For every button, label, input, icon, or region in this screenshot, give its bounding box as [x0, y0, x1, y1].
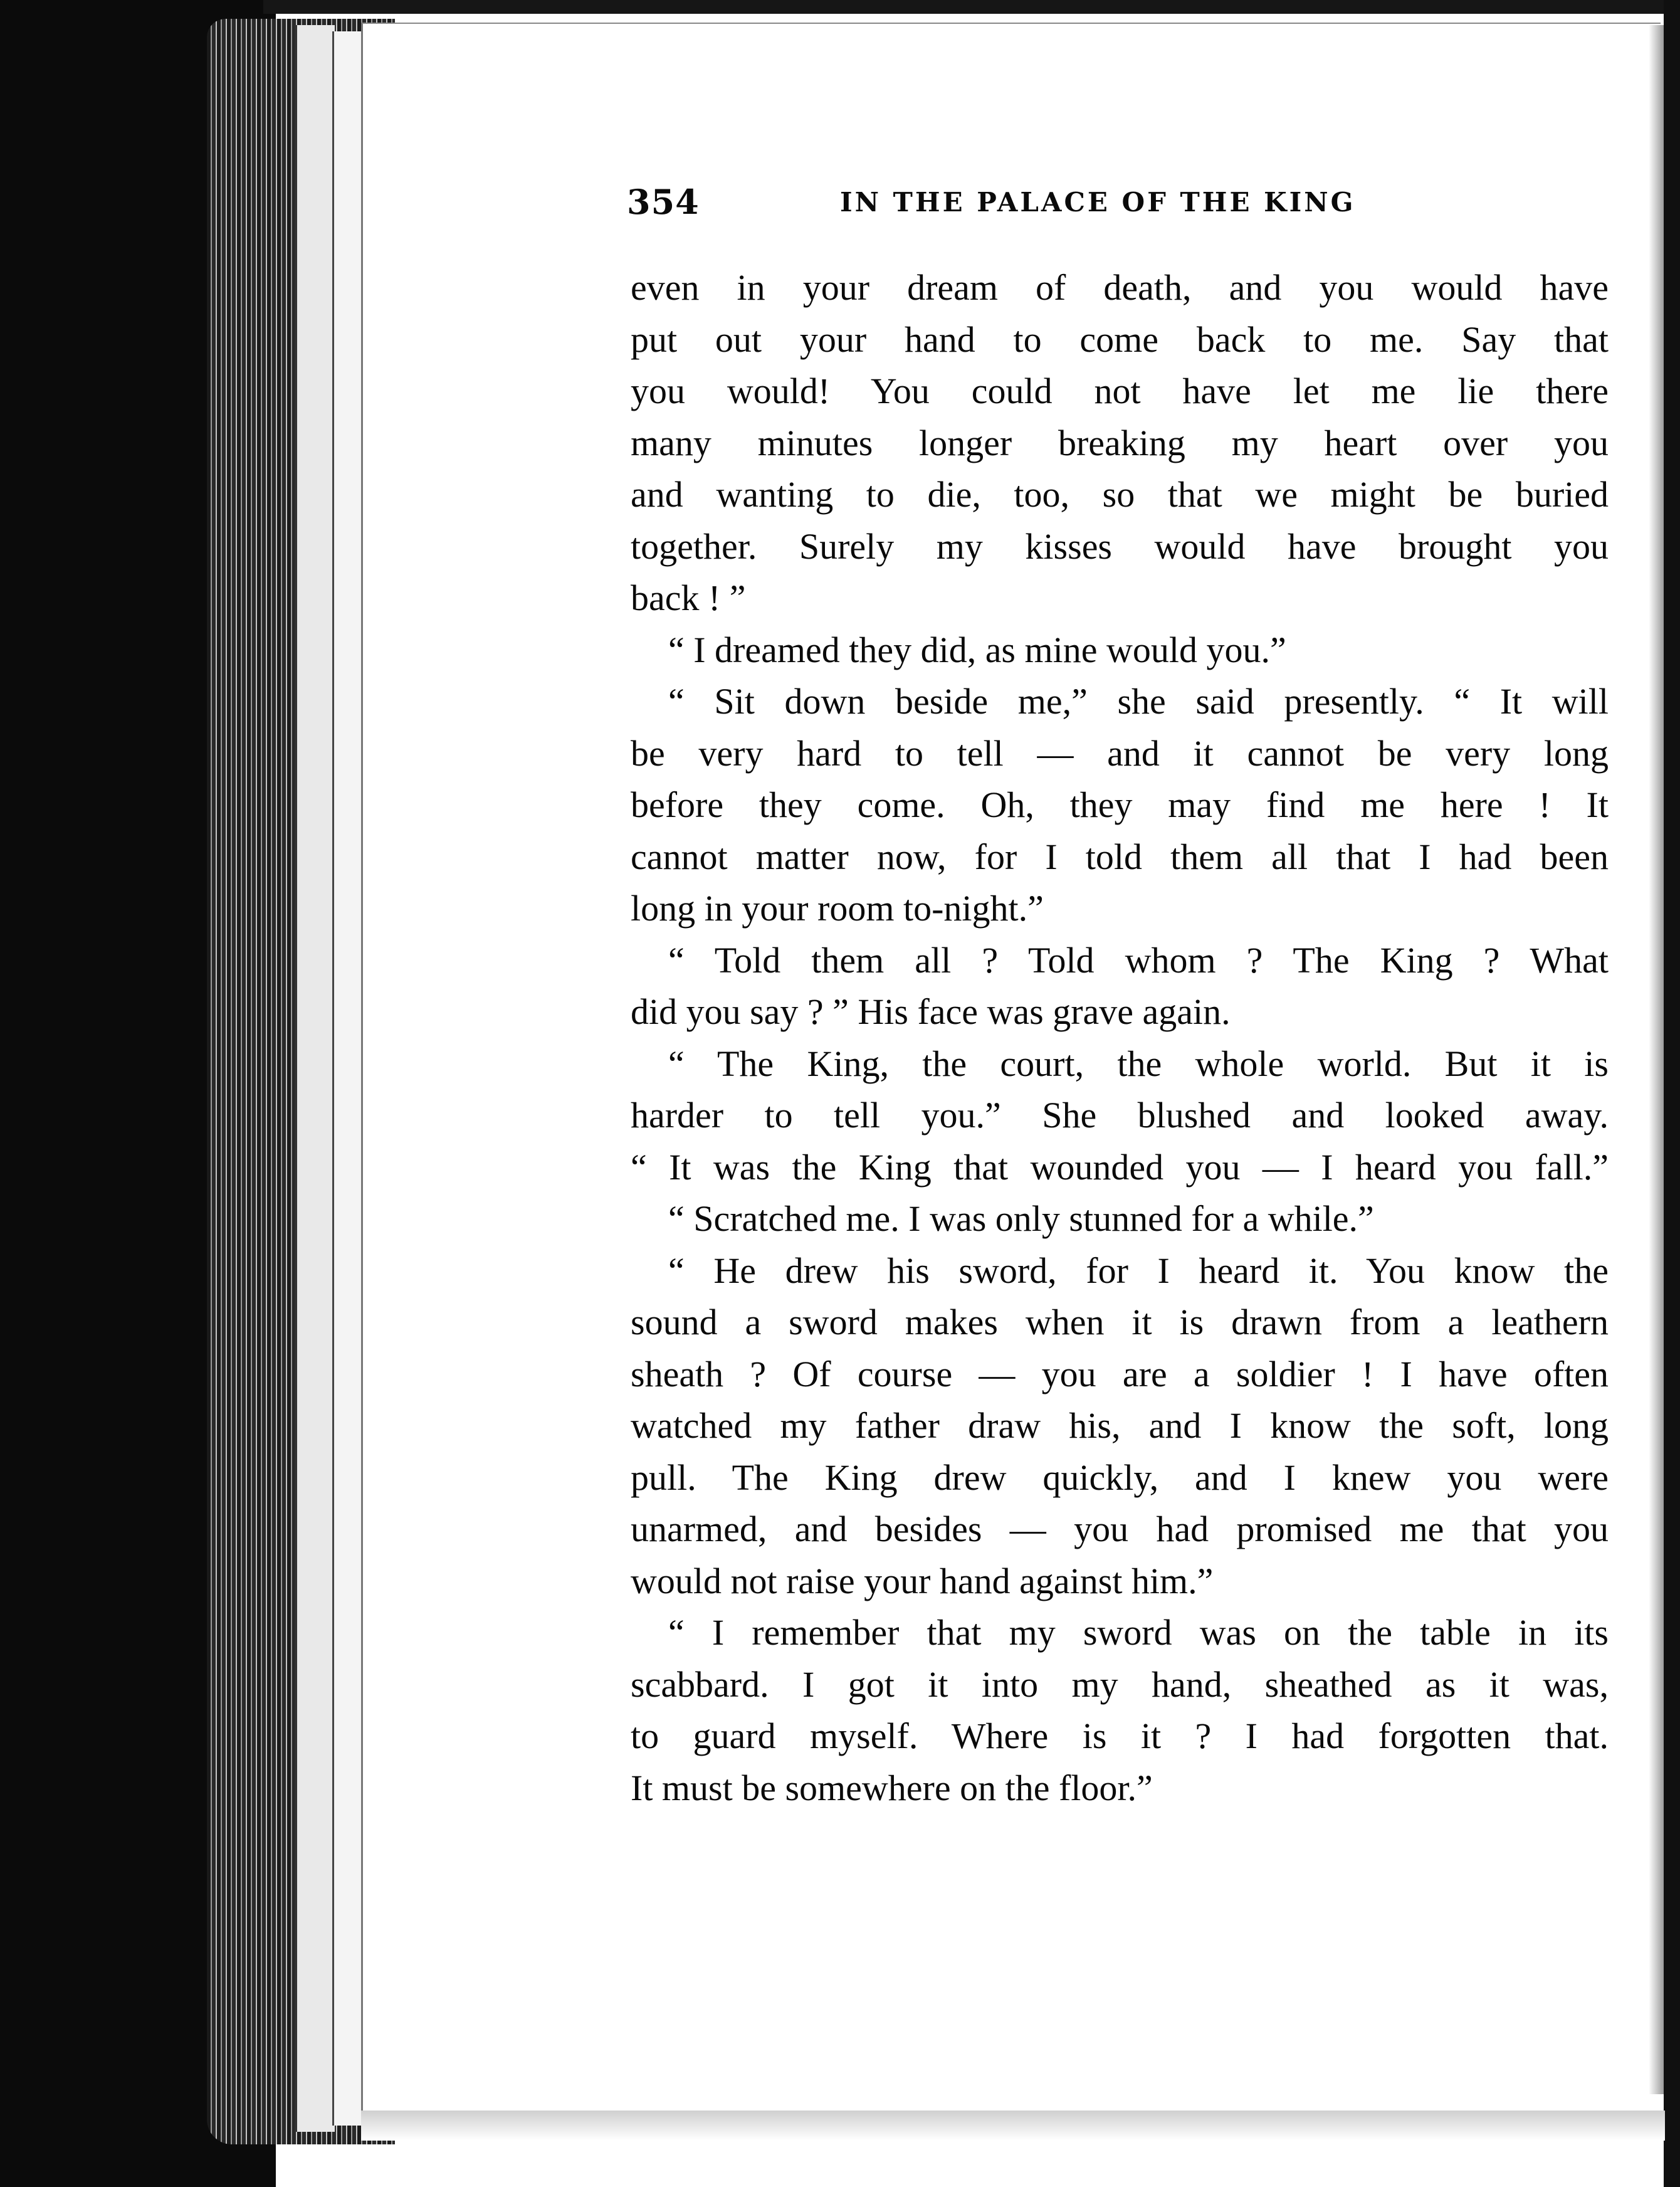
text-line: “ He drew his sword, for I heard it. You know the: [668, 1250, 1609, 1291]
text-line: put out your hand to come back to me. Say that: [631, 319, 1609, 360]
text-line: you would! You could not have let me lie there: [631, 371, 1609, 411]
page-number: 354: [627, 182, 700, 222]
text-line: “ I remember that my sword was on the table in its: [668, 1612, 1609, 1653]
text-line: pull. The King drew quickly, and I knew you were: [631, 1457, 1609, 1498]
text-line: unarmed, and besides — you had promised me that you: [631, 1509, 1609, 1549]
text-line: “ Scratched me. I was only stunned for a while.”: [668, 1198, 1374, 1239]
page-edge-strip: [332, 31, 363, 2126]
running-header: [627, 182, 1404, 226]
text-line: and wanting to die, too, so that we might be buried: [631, 474, 1609, 515]
text-line: harder to tell you.” She blushed and looked away.: [631, 1095, 1609, 1136]
page-right-shadow: [1649, 25, 1664, 2094]
text-line: to guard myself. Where is it ? I had forgotten that.: [631, 1715, 1609, 1756]
text-line: before they come. Oh, they may find me here ! It: [631, 784, 1609, 825]
text-line: “ The King, the court, the whole world. But it is: [668, 1043, 1609, 1084]
text-line: It must be somewhere on the floor.”: [631, 1767, 1153, 1808]
scanner-background-top: [263, 0, 1680, 14]
text-line: would not raise your hand against him.”: [631, 1560, 1214, 1601]
text-line: “ Told them all ? Told whom ? The King ? What: [668, 939, 1609, 981]
text-line: sheath ? Of course — you are a soldier ! I have often: [631, 1353, 1609, 1394]
text-line: long in your room to-night.”: [631, 888, 1044, 929]
page-bottom-shadow: [361, 2111, 1665, 2141]
running-title: IN THE PALACE OF THE KING: [840, 187, 1356, 218]
text-line: cannot matter now, for I told them all that I had been: [631, 836, 1609, 877]
text-line: scabbard. I got it into my hand, sheathed as it was,: [631, 1663, 1609, 1705]
scanner-background-right: [1664, 0, 1680, 2187]
page-edge-strip: [295, 25, 335, 2132]
text-line: sound a sword makes when it is drawn from a leathern: [631, 1302, 1609, 1342]
text-line: back ! ”: [631, 577, 746, 618]
text-line: “ Sit down beside me,” she said presently. “ It will: [668, 681, 1609, 722]
text-line: “ I dreamed they did, as mine would you.”: [668, 629, 1286, 670]
body-text: [631, 262, 1609, 1814]
text-line: watched my father draw his, and I know the soft, long: [631, 1405, 1609, 1446]
text-line: be very hard to tell — and it cannot be very long: [631, 732, 1609, 774]
text-line: many minutes longer breaking my heart over you: [631, 422, 1609, 463]
text-line: together. Surely my kisses would have brought you: [631, 525, 1609, 567]
text-line: even in your dream of death, and you would have: [631, 267, 1609, 308]
text-line: “ It was the King that wounded you — I heard you fall.”: [631, 1146, 1609, 1188]
text-line: did you say ? ” His face was grave again.: [631, 991, 1231, 1032]
